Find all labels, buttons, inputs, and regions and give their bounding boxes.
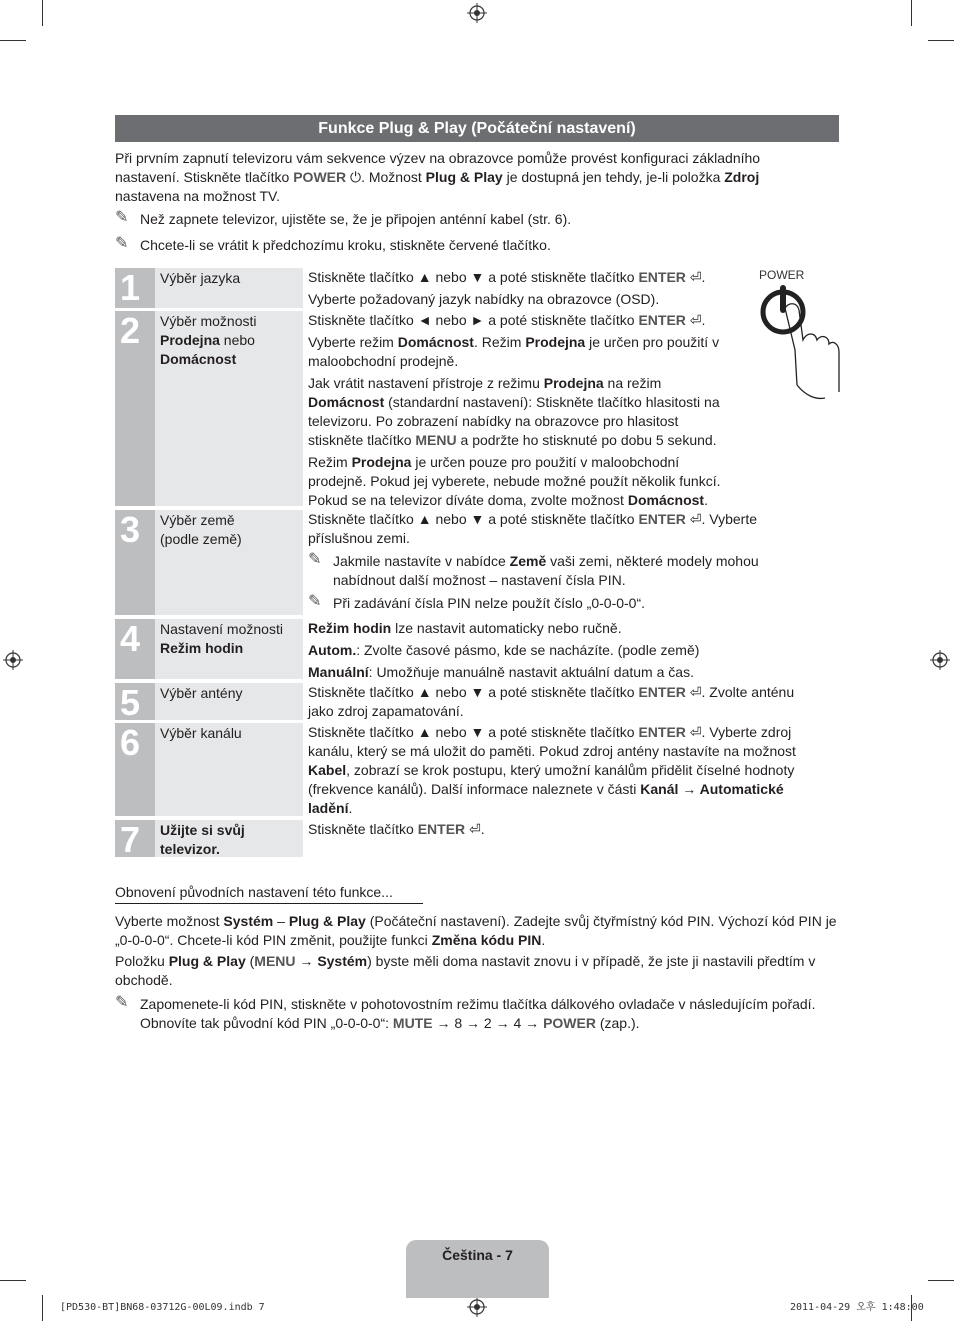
step-number: 2 [115,311,155,506]
registration-mark-icon [3,650,23,670]
note: ✎ Při zadávání čísla PIN nelze použít číslo „0-0-0-0“. [308,593,646,611]
registration-mark-icon [467,1297,487,1317]
step-label: Výběr možnosti Prodejna nebo Domácnost [155,311,303,506]
note-pencil-icon: ✎ [115,235,129,252]
crop-mark [928,1280,954,1281]
step-number: 5 [115,683,155,720]
intro-paragraph: Při prvním zapnutí televizoru vám sekvence výzev na obrazovce pomůže provést konfiguraci základního nastavení. Stiskněte tlačítko POWER ⏻. Možnost Plug & Play je dostupná jen tehdy, je-li položka Zdroj nastavena na možnost TV. [115,150,761,204]
step-number: 4 [115,619,155,679]
crop-mark [42,0,43,26]
step-number: 6 [115,723,155,816]
crop-mark [928,40,954,41]
step-number: 3 [115,510,155,615]
step-row [115,510,765,615]
crop-mark [0,1280,26,1281]
power-icon: ⏻ [346,169,362,185]
enter-icon: ⏎ [685,511,702,527]
step-description: Stiskněte tlačítko ▲ nebo ▼ a poté stiskněte tlačítko ENTER ⏎. Vyberte příslušnou zemi. ✎ Jakmile nastavíte v nabídce Země vaši zemi, některé modely mohou nabídnout další možnost – nastavení čísla PIN. ✎ Při zadávání čísla PIN nelze použít číslo „0-0-0-0“. [308,510,818,617]
note-pencil-icon: ✎ [115,994,129,1011]
step-label: Užijte si svůj televizor. [155,820,303,857]
step-label: Výběr jazyka [155,268,303,308]
enter-icon: ⏎ [685,684,702,700]
step-row [115,311,765,506]
crop-mark [911,0,912,26]
crop-mark [42,1295,43,1321]
note-pencil-icon: ✎ [308,551,322,568]
registration-mark-icon [930,650,950,670]
note-pencil-icon: ✎ [308,593,322,610]
registration-mark-icon [467,3,487,23]
step-description: Režim hodin lze nastavit automaticky nebo ručně. Autom.: Zvolte časové pásmo, kde se nacházíte. (podle země) Manuální: Umožňuje manuálně nastavit aktuální datum a čas. [308,620,700,680]
step-description: Stiskněte tlačítko ▲ nebo ▼ a poté stiskněte tlačítko ENTER ⏎. Zvolte anténu jako zdroj zapamatování. [308,684,795,719]
step-row [115,268,765,308]
enter-icon: ⏎ [685,269,702,285]
enter-icon: ⏎ [465,821,481,837]
step-number: 1 [115,268,155,308]
step-label: Výběr kanálu [155,723,303,816]
step-description: Stiskněte tlačítko ◄ nebo ► a poté stiskněte tlačítko ENTER ⏎. Vyberte režim Domácnost. Režim Prodejna je určen pro použití v maloobchodní prodejně. Jak vrátit nastavení přístroje z režimu Prodejna na režim Domácnost (standardní nastavení): Stiskněte tlačítko hlasitosti na televizoru. Po zobrazení nabídky na obrazovce pro hlasitost stiskněte tlačítko MENU a podržte ho stisknuté po dobu 5 sekund. Režim Prodejna je určen pouze pro použití v maloobchodní prodejně. Pokud jej vyberete, nebude možné použít několik funkcí. Pokud se na televizor díváte doma, zvolte možnost Domácnost. [308,312,721,508]
step-label: Nastavení možnosti Režim hodin [155,619,303,679]
enter-icon: ⏎ [685,724,702,740]
section-title: Funkce Plug & Play (Počáteční nastavení) [115,115,839,142]
step-row [115,722,796,816]
file-info: [PD530-BT]BN68-03712G-00L09.indb 7 [60,1302,265,1313]
note-pencil-icon: ✎ [115,209,129,226]
step-row [115,619,765,679]
restore-title: Obnovení původních nastavení této funkce... [115,883,423,904]
step-description: Stiskněte tlačítko ▲ nebo ▼ a poté stiskněte tlačítko ENTER ⏎. Vyberte požadovaný jazyk nabídky na obrazovce (OSD). [308,269,706,307]
step-label: Výběr země (podle země) [155,510,303,615]
note: ✎ Zapomenete-li kód PIN, stiskněte v pohotovostním režimu tlačítka dálkového ovladače v následujícím pořadí. Obnovíte tak původní kód PIN „0-0-0-0“: MUTE → 8 → 2 → 4 → POWER (zap.). [115,994,816,1031]
step-row [115,819,765,860]
step-label: Výběr antény [155,683,303,720]
print-date: 2011-04-29 오후 1:48:00 [790,1302,924,1313]
restore-paragraph: Položku Plug & Play (MENU → Systém) byste měli doma nastavit znovu i v případě, že jste ji nastavili předtím v obchodě. [115,953,816,988]
step-row [115,682,795,723]
page-number-tab: Čeština - 7 [406,1240,549,1298]
enter-icon: ⏎ [685,312,702,328]
note: ✎ Chcete-li se vrátit k předchozímu kroku, stiskněte červené tlačítko. [115,235,551,253]
restore-paragraph: Vyberte možnost Systém – Plug & Play (Počáteční nastavení). Zadejte svůj čtyřmístný kód PIN. Výchozí kód PIN je „0-0-0-0“. Chcete-li kód PIN změnit, použijte funkci Změna kódu PIN. [115,913,837,948]
note: ✎ Jakmile nastavíte v nabídce Země vaši zemi, některé modely mohou nabídnout další možnost – nastavení čísla PIN. [308,551,759,588]
step-description: Stiskněte tlačítko ▲ nebo ▼ a poté stiskněte tlačítko ENTER ⏎. Vyberte zdroj kanálu, který se má uložit do paměti. Pokud zdroj antény nastavíte na možnost Kabel, zobrazí se krok postupu, který umožní kanálům přidělit číselné hodnoty (frekvence kanálů). Další informace naleznete v části Kanál → Automatické ladění. [308,724,796,816]
step-description: Stiskněte tlačítko ENTER ⏎. [308,821,485,837]
power-label: POWER [759,268,805,282]
step-number: 7 [115,820,155,857]
note: ✎ Než zapnete televizor, ujistěte se, že je připojen anténní kabel (str. 6). [115,209,572,227]
crop-mark [0,40,26,41]
